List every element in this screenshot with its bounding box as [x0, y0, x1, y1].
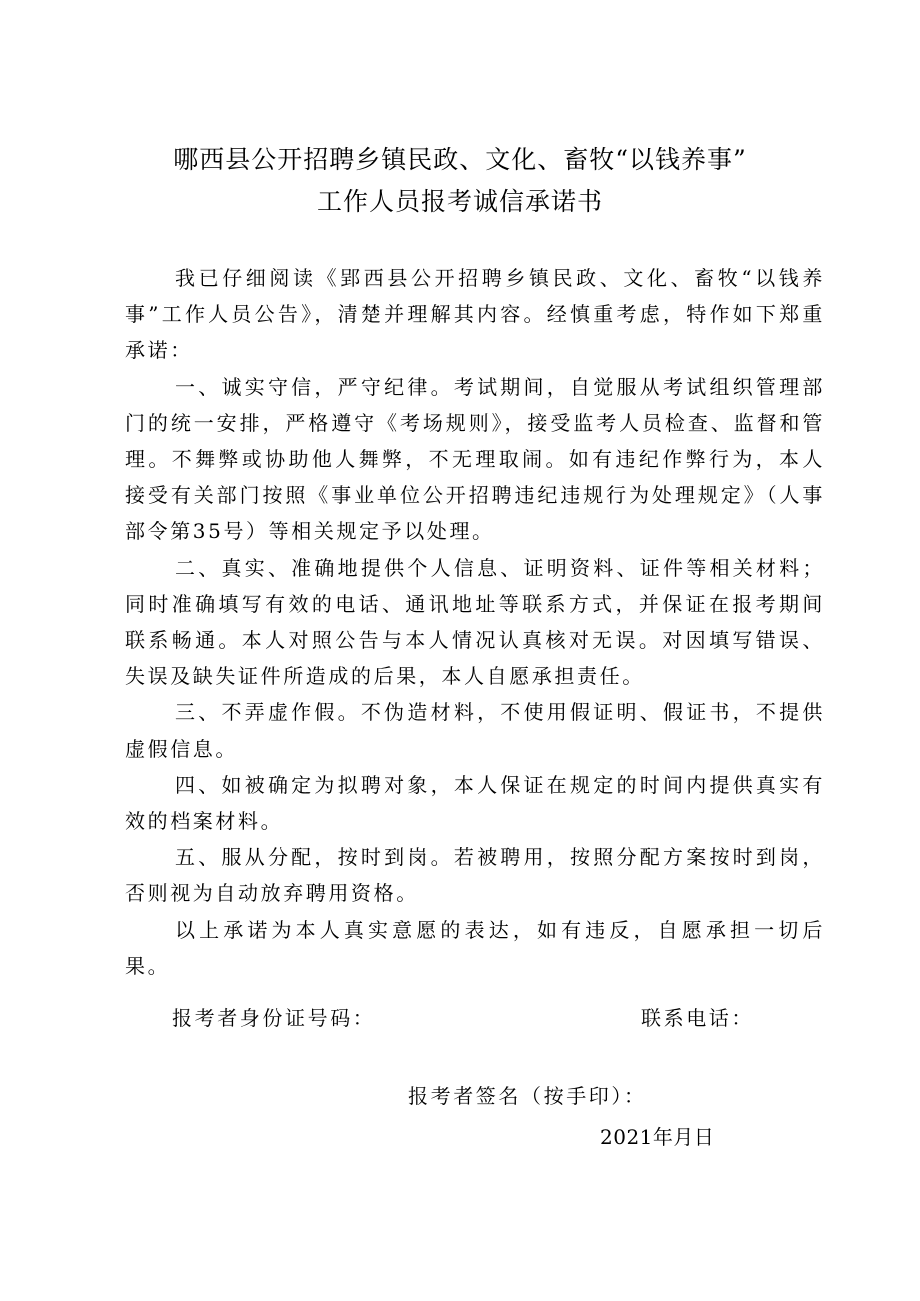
- phone-label: 联系电话：: [641, 1006, 754, 1030]
- pledge-item-4: 四、如被确定为拟聘对象，本人保证在规定的时间内提供真实有效的档案材料。: [125, 772, 825, 834]
- pledge-item-3: 三、不弄虚作假。不伪造材料，不使用假证明、假证书，不提供虚假信息。: [125, 700, 825, 761]
- pledge-intro-paragraph: 我已仔细阅读《郢西县公开招聘乡镇民政、文化、畜牧“以钱养事”工作人员公告》，清楚并理解其内容。经慎重考虑，特作如下郑重承诺：: [125, 266, 825, 363]
- pledge-item-2: 二、真实、准确地提供个人信息、证明资料、证件等相关材料；同时准确填写有效的电话、通讯地址等联系方式，并保证在报考期间联系畅通。本人对照公告与本人情况认真核对无误。对因填写错误、失误及缺失证件所造成的后果，本人自愿承担责任。: [125, 555, 825, 689]
- pledge-item-1: 一、诚实守信，严守纪律。考试期间，自觉服从考试组织管理部门的统一安排，严格遵守《考场规则》，接受监考人员检查、监督和管理。不舞弊或协助他人舞弊，不无理取闹。如有违纪作弊行为，本人接受有关部门按照《事业单位公开招聘违纪违规行为处理规定》（人事部令第35号）等相关规定予以处理。: [125, 374, 825, 544]
- pledge-item-5: 五、服从分配，按时到岗。若被聘用，按照分配方案按时到岗，否则视为自动放弃聘用资格。: [125, 845, 825, 906]
- pledge-closing-paragraph: 以上承诺为本人真实意愿的表达，如有违反，自愿承担一切后果。: [125, 917, 825, 978]
- document-title-line1: 哪西县公开招聘乡镇民政、文化、畜牧“以钱养事”: [173, 145, 747, 174]
- date-text: 2021年月日: [600, 1125, 715, 1149]
- id-number-label: 报考者身份证号码：: [172, 1006, 376, 1030]
- signature-label: 报考者签名（按手印）：: [408, 1084, 647, 1108]
- pledge-body: [125, 260, 825, 984]
- document-title-line2: 工作人员报考诚信承诺书: [316, 187, 603, 216]
